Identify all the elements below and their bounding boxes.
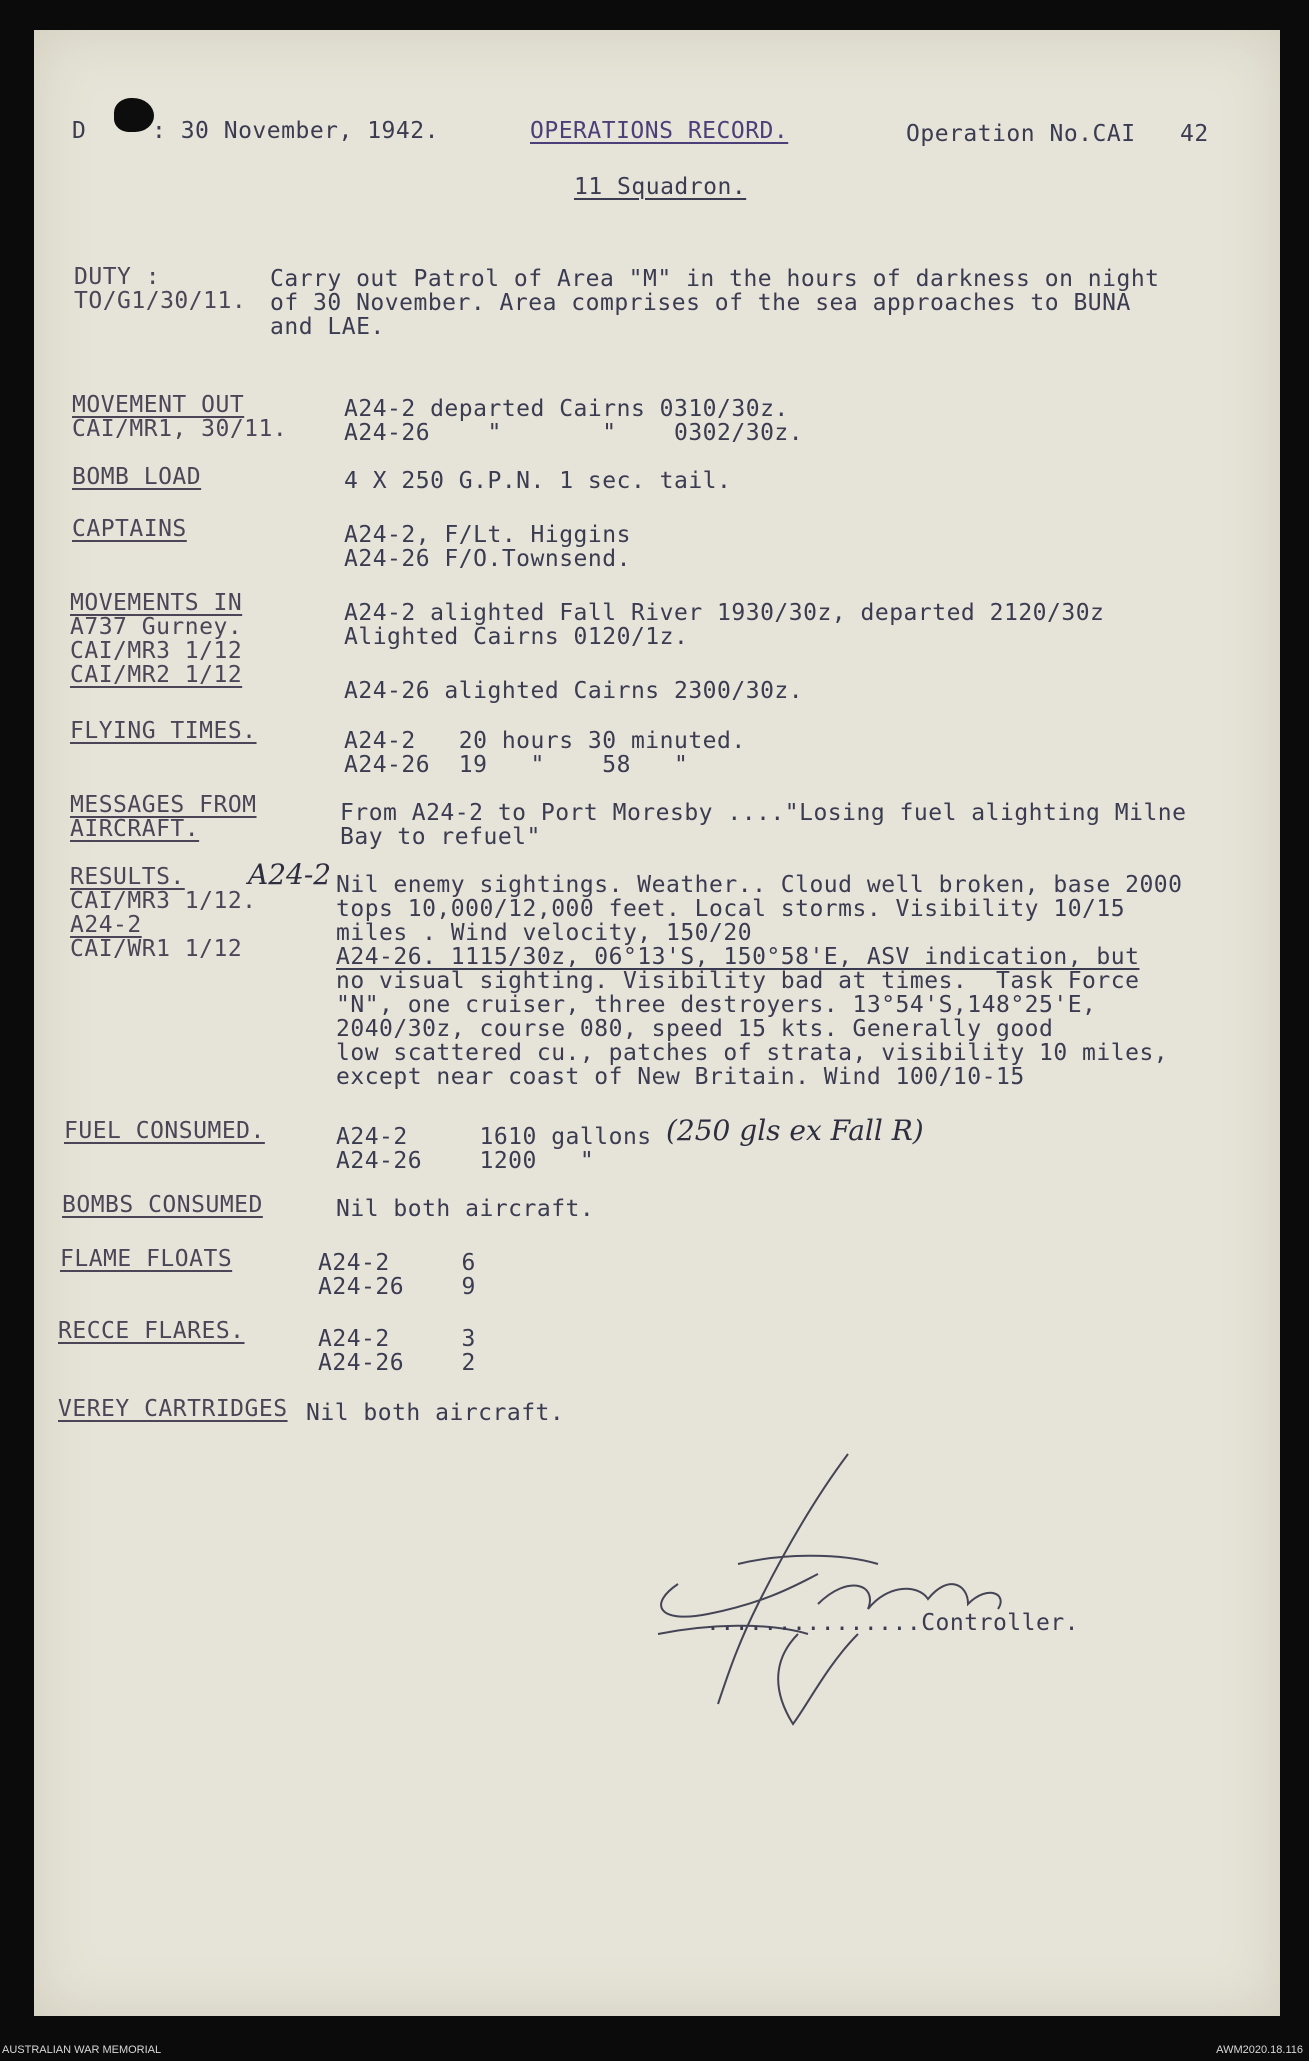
bombs-consumed-text: Nil both aircraft.	[336, 1196, 595, 1222]
results-line: low scattered cu., patches of strata, visibility 10 miles,	[336, 1040, 1169, 1066]
footer-right: AWM2020.18.116	[1216, 2044, 1303, 2056]
movements-in-reference-1: CAI/MR3 1/12	[70, 638, 243, 664]
flying-times-row-2: A24-26 19 " 58 "	[344, 752, 689, 778]
results-line: "N", one cruiser, three destroyers. 13°54'S,148°25'E,	[336, 992, 1097, 1018]
movement-out-label: MOVEMENT OUT	[72, 392, 245, 418]
message-line-2: Bay to refuel"	[340, 824, 541, 850]
operation-number-label: Operation No.CAI	[906, 121, 1136, 147]
recce-flares-row-1: A24-2 3	[318, 1326, 476, 1352]
movements-in-aircraft: A737 Gurney.	[70, 614, 243, 640]
flying-times-row-1: A24-2 20 hours 30 minuted.	[344, 728, 746, 754]
duty-text-line-1: Carry out Patrol of Area "M" in the hours of darkness on night	[270, 266, 1160, 292]
document-title: OPERATIONS RECORD.	[530, 118, 789, 144]
captains-label: CAPTAINS	[72, 516, 187, 542]
captain-row-2: A24-26 F/O.Townsend.	[344, 546, 631, 572]
movements-in-label: MOVEMENTS IN	[70, 590, 243, 616]
results-line: except near coast of New Britain. Wind 100/10-15	[336, 1064, 1025, 1090]
captain-row-1: A24-2, F/Lt. Higgins	[344, 522, 631, 548]
results-label: RESULTS.	[70, 864, 185, 890]
movement-out-reference: CAI/MR1, 30/11.	[72, 416, 288, 442]
operation-number: 42	[1180, 121, 1209, 147]
controller-signature	[618, 1434, 1088, 1734]
results-line: 2040/30z, course 080, speed 15 kts. Generally good	[336, 1016, 1054, 1042]
results-handwritten-note: A24-2	[248, 858, 332, 891]
results-aircraft: A24-2	[70, 912, 142, 938]
date-prefix: D	[72, 118, 87, 144]
document-page	[34, 30, 1280, 2016]
controller-line: ...............Controller.	[706, 1610, 1080, 1636]
movement-out-row-2: A24-26 " " 0302/30z.	[344, 420, 804, 446]
fuel-consumed-label: FUEL CONSUMED.	[64, 1118, 265, 1144]
movements-in-row-2: Alighted Cairns 0120/1z.	[344, 624, 689, 650]
fuel-row-1: A24-2 1610 gallons	[336, 1124, 652, 1150]
results-line: no visual sighting. Visibility bad at times. Task Force	[336, 968, 1140, 994]
ink-blot	[114, 98, 154, 132]
duty-reference: TO/G1/30/11.	[74, 288, 247, 314]
results-line: tops 10,000/12,000 feet. Local storms. Visibility 10/15	[336, 896, 1126, 922]
movements-in-reference-2: CAI/MR2 1/12	[70, 662, 243, 688]
movement-out-row-1: A24-2 departed Cairns 0310/30z.	[344, 396, 789, 422]
footer-left: AUSTRALIAN WAR MEMORIAL	[2, 2044, 162, 2056]
results-reference-1: CAI/MR3 1/12.	[70, 888, 257, 914]
fuel-row-2: A24-26 1200 "	[336, 1148, 595, 1174]
flying-times-label: FLYING TIMES.	[70, 718, 257, 744]
results-line: Nil enemy sightings. Weather.. Cloud well broken, base 2000	[336, 872, 1183, 898]
movements-in-row-1: A24-2 alighted Fall River 1930/30z, departed 2120/30z	[344, 600, 1105, 626]
messages-label-2: AIRCRAFT.	[70, 816, 200, 842]
verey-cartridges-label: VEREY CARTRIDGES	[58, 1396, 288, 1422]
results-reference-2: CAI/WR1 1/12	[70, 936, 243, 962]
squadron-heading: 11 Squadron.	[574, 174, 747, 200]
bomb-load-text: 4 X 250 G.P.N. 1 sec. tail.	[344, 468, 732, 494]
messages-label: MESSAGES FROM	[70, 792, 257, 818]
duty-text-line-2: of 30 November. Area comprises of the sea approaches to BUNA	[270, 290, 1131, 316]
results-line: miles . Wind velocity, 150/20	[336, 920, 753, 946]
bomb-load-label: BOMB LOAD	[72, 464, 202, 490]
recce-flares-row-2: A24-26 2	[318, 1350, 476, 1376]
fuel-handwritten-note: (250 gls ex Fall R)	[666, 1114, 924, 1147]
flame-floats-label: FLAME FLOATS	[60, 1246, 233, 1272]
flame-floats-row-2: A24-26 9	[318, 1274, 476, 1300]
flame-floats-row-1: A24-2 6	[318, 1250, 476, 1276]
duty-text-line-3: and LAE.	[270, 314, 385, 340]
recce-flares-label: RECCE FLARES.	[58, 1318, 245, 1344]
message-line-1: From A24-2 to Port Moresby ...."Losing fuel alighting Milne	[340, 800, 1187, 826]
results-line: A24-26. 1115/30z, 06°13'S, 150°58'E, ASV indication, but	[336, 944, 1140, 970]
date-line: : 30 November, 1942.	[152, 118, 439, 144]
duty-label: DUTY :	[74, 264, 161, 290]
verey-cartridges-text: Nil both aircraft.	[306, 1400, 565, 1426]
movements-in-row-3: A24-26 alighted Cairns 2300/30z.	[344, 678, 804, 704]
bombs-consumed-label: BOMBS CONSUMED	[62, 1192, 263, 1218]
